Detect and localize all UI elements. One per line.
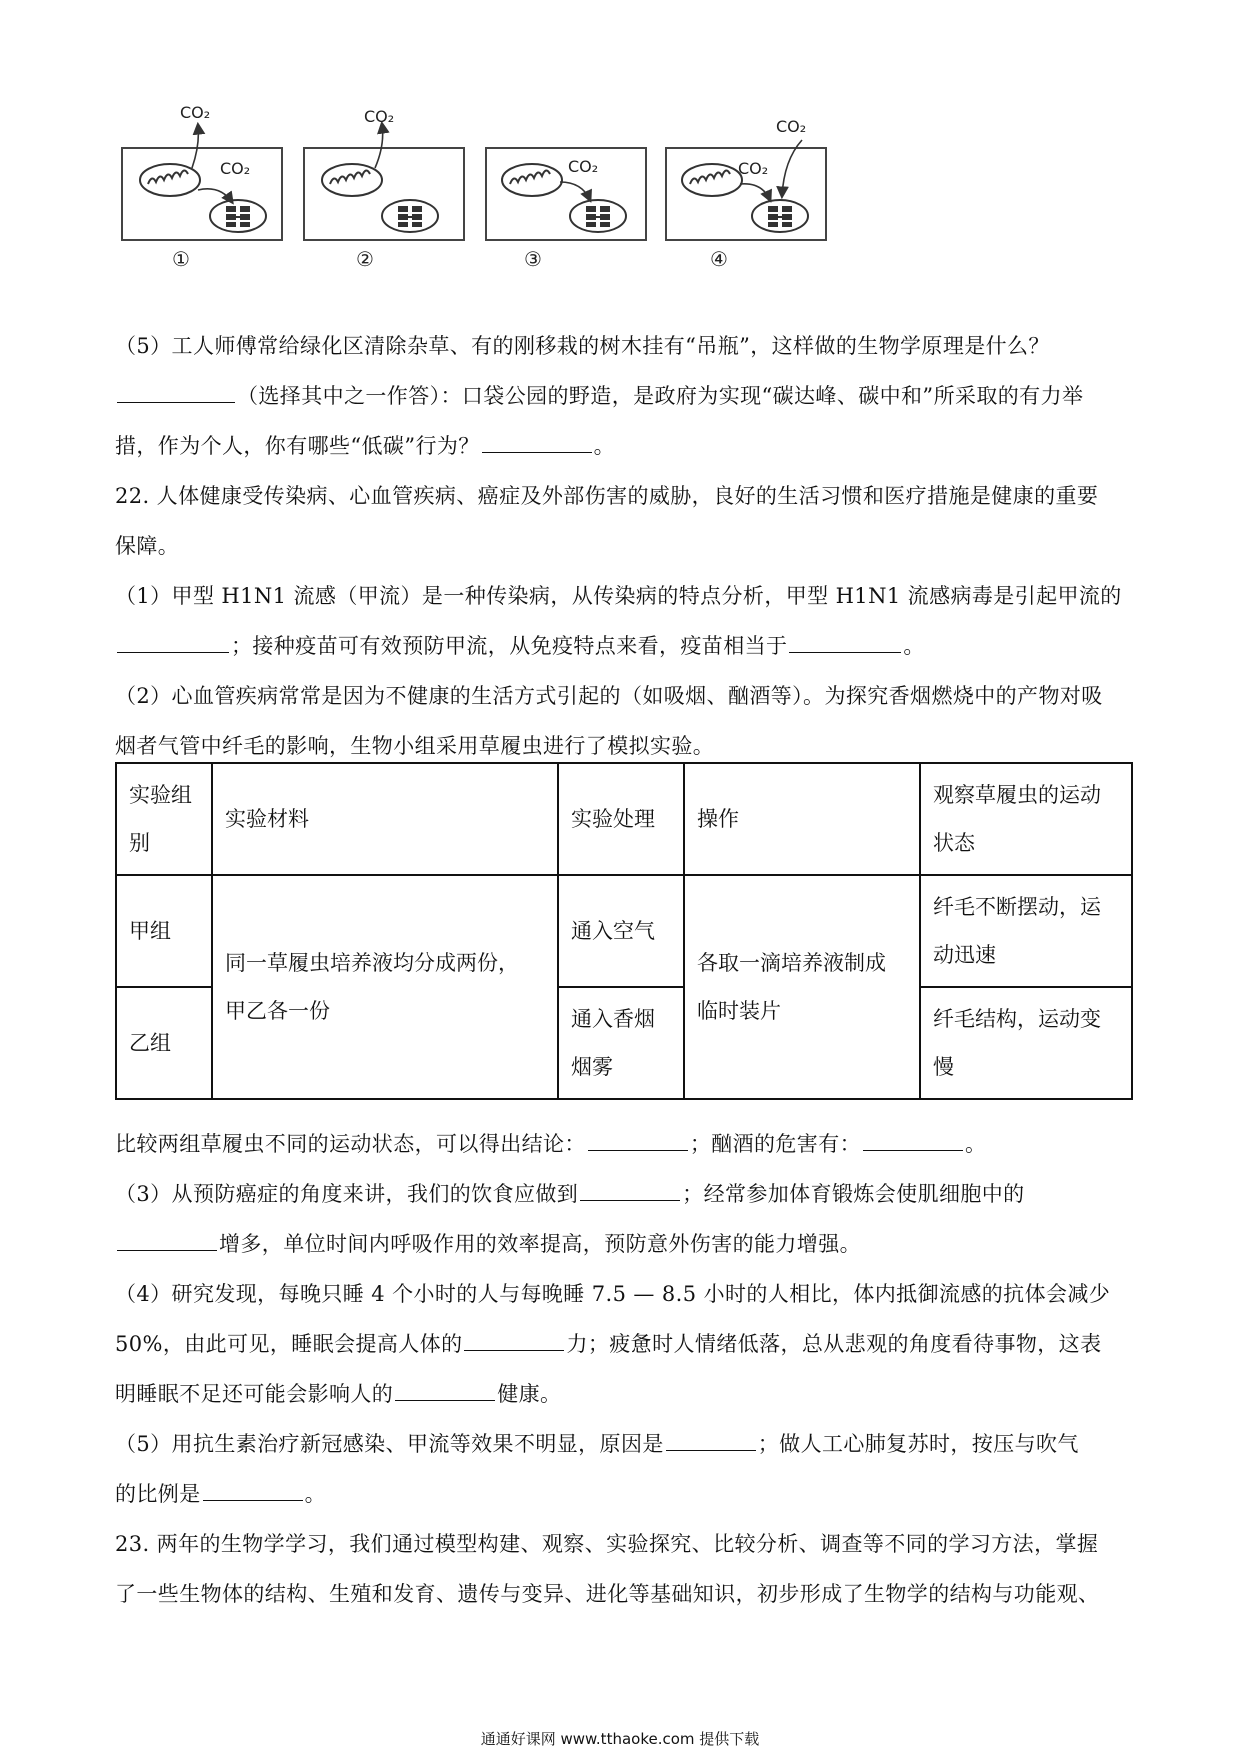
experiment-table — [115, 762, 1133, 1100]
co2-label-1a: CO₂ — [180, 103, 211, 122]
row2-treatment: 通入香烟 烟雾 — [558, 987, 684, 1099]
cell-operation: 各取一滴培养液制成 临时装片 — [684, 875, 920, 1099]
q22-4-line-1: （4）研究发现，每晚只睡 4 个小时的人与每晚睡 7.5 — 8.5 小时的人相比，体内抵御流感的抗体会减少 — [115, 1282, 1111, 1306]
panel-2 — [304, 107, 464, 271]
co2-figure-svg — [120, 100, 960, 315]
cell-material: 同一草履虫培养液均分成两份， 甲乙各一份 — [212, 875, 558, 1099]
answer-blank[interactable] — [789, 634, 901, 653]
answer-blank[interactable] — [482, 434, 592, 453]
header-material: 实验材料 — [212, 763, 558, 875]
panel-3 — [486, 148, 646, 271]
answer-blank[interactable] — [666, 1432, 756, 1451]
co2-label-3: CO₂ — [568, 157, 599, 176]
panel-1 — [122, 103, 282, 271]
answer-blank[interactable] — [117, 1232, 217, 1251]
row1-group: 甲组 — [116, 875, 212, 987]
panel-label-4: ④ — [710, 247, 728, 271]
answer-blank[interactable] — [117, 634, 229, 653]
answer-blank[interactable] — [588, 1132, 688, 1151]
row2-group: 乙组 — [116, 987, 212, 1099]
panel-label-1: ① — [172, 247, 190, 271]
answer-blank[interactable] — [395, 1382, 495, 1401]
co2-label-2: CO₂ — [364, 107, 395, 126]
q22-5-line-1: （5）用抗生素治疗新冠感染、甲流等效果不明显，原因是 ；做人工心肺复苏时，按压与吹气 — [115, 1432, 1079, 1456]
q22-3-line-2: 增多，单位时间内呼吸作用的效率提高，预防意外伤害的能力增强。 — [115, 1231, 861, 1257]
q22-4-line-2: 50%，由此可见，睡眠会提高人体的 力；疲惫时人情绪低落，总从悲观的角度看待事物，这表 — [115, 1332, 1102, 1356]
q21-5-line-3: 措，作为个人，你有哪些“低碳”行为？ 。 — [115, 434, 616, 458]
q22-1-line-1: （1）甲型 H1N1 流感（甲流）是一种传染病，从传染病的特点分析，甲型 H1N1 流感病毒是引起甲流的 — [115, 584, 1122, 608]
q22-2-line-1: （2）心血管疾病常常是因为不健康的生活方式引起的（如吸烟、酗酒等）。为探究香烟燃烧中的产物对吸 — [115, 684, 1103, 708]
answer-blank[interactable] — [580, 1182, 680, 1201]
q22-stem-2: 保障。 — [115, 534, 180, 558]
q22-2-line-2: 烟者气管中纤毛的影响，生物小组采用草履虫进行了模拟实验。 — [115, 734, 715, 758]
header-observe: 观察草履虫的运动 状态 — [920, 763, 1132, 875]
answer-blank[interactable] — [464, 1332, 564, 1351]
co2-label-1b: CO₂ — [220, 159, 251, 178]
q22-2-conclusion: 比较两组草履虫不同的运动状态，可以得出结论： ；酗酒的危害有： 。 — [115, 1132, 987, 1156]
answer-blank[interactable] — [863, 1132, 963, 1151]
row1-treatment: 通入空气 — [558, 875, 684, 987]
panel-4 — [666, 117, 826, 271]
q22-1-line-2: ；接种疫苗可有效预防甲流，从免疫特点来看，疫苗相当于 。 — [115, 633, 925, 659]
co2-exchange-figure — [120, 100, 960, 315]
answer-blank[interactable] — [117, 384, 235, 403]
q21-5-line-1: （5）工人师傅常给绿化区清除杂草、有的刚移栽的树木挂有“吊瓶”，这样做的生物学原理是什么？ — [115, 334, 1050, 358]
q23-line-1: 23. 两年的生物学学习，我们通过模型构建、观察、实验探究、比较分析、调查等不同的学习方法，掌握 — [115, 1532, 1099, 1556]
row1-observe: 纤毛不断摆动，运 动迅速 — [920, 875, 1132, 987]
header-group: 实验组 别 — [116, 763, 212, 875]
panel-label-2: ② — [356, 247, 374, 271]
q22-5-line-2: 的比例是 。 — [115, 1482, 327, 1506]
panel-label-3: ③ — [524, 247, 542, 271]
q22-4-line-3: 明睡眠不足还可能会影响人的 健康。 — [115, 1382, 562, 1406]
header-operation: 操作 — [684, 763, 920, 875]
answer-blank[interactable] — [203, 1482, 303, 1501]
q22-stem-1: 22. 人体健康受传染病、心血管疾病、癌症及外部伤害的威胁，良好的生活习惯和医疗措施是健康的重要 — [115, 484, 1099, 508]
q21-5-line-2: （选择其中之一作答）：口袋公园的野造，是政府为实现“碳达峰、碳中和”所采取的有力举 — [115, 383, 1083, 409]
co2-label-4a: CO₂ — [776, 117, 807, 136]
q22-3-line-1: （3）从预防癌症的角度来讲，我们的饮食应做到 ；经常参加体育锻炼会使肌细胞中的 — [115, 1182, 1025, 1206]
q23-line-2: 了一些生物体的结构、生殖和发育、遗传与变异、进化等基础知识，初步形成了生物学的结构与功能观、 — [115, 1582, 1100, 1606]
page-footer: 通通好课网 www.tthaoke.com 提供下载 — [480, 1730, 760, 1748]
co2-label-4b: CO₂ — [738, 159, 769, 178]
header-treatment: 实验处理 — [558, 763, 684, 875]
row2-observe: 纤毛结构，运动变 慢 — [920, 987, 1132, 1099]
